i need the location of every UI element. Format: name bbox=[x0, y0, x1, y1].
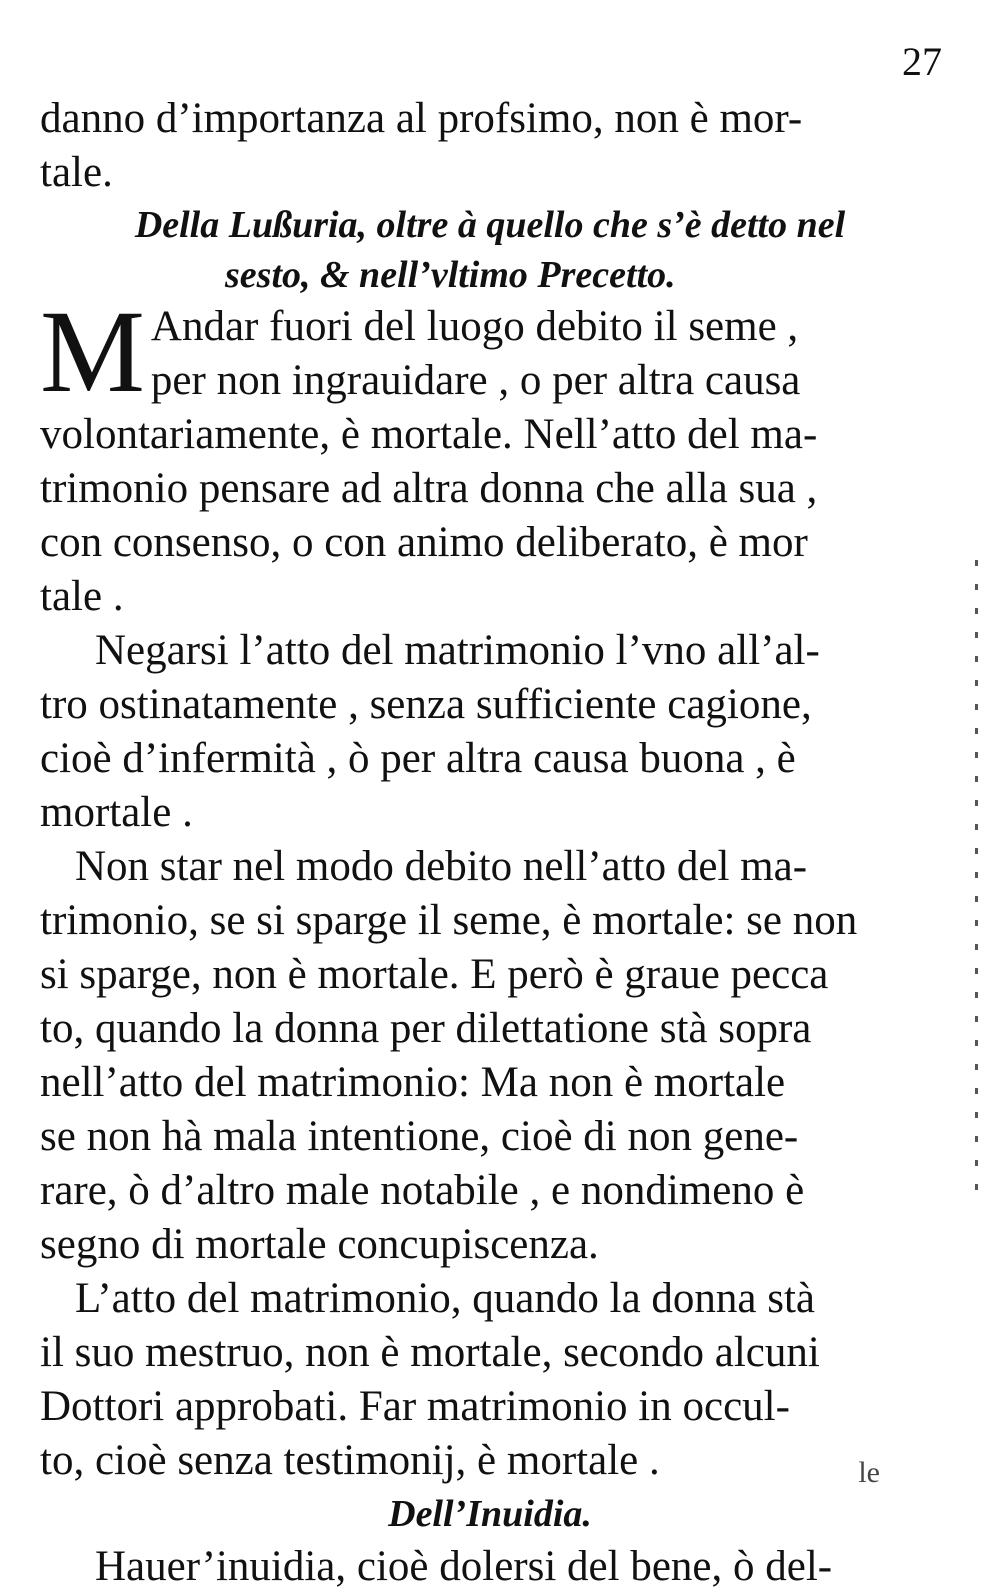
text-line: L’atto del matrimonio, quando la donna stà bbox=[75, 1275, 816, 1322]
text-line: Hauer’inuidia, cioè dolersi del bene, ò del- bbox=[95, 1543, 833, 1590]
text-line: volontariamente, è mortale. Nell’atto del ma- bbox=[40, 411, 818, 458]
section-heading-lussuria: Della Lußuria, oltre à quello che s’è detto nel bbox=[134, 204, 846, 246]
text-line: to, cioè senza testimonij, è mortale . bbox=[40, 1437, 660, 1484]
paragraph-non-star bbox=[40, 840, 940, 1272]
text-line: il suo mestruo, non è mortale, secondo alcuni bbox=[40, 1329, 820, 1376]
drop-cap-initial: M bbox=[40, 286, 145, 417]
text-line: Negarsi l’atto del matrimonio l’vno all’al- bbox=[95, 627, 820, 674]
margin-dotted-rule bbox=[975, 560, 978, 1200]
text-line: tale. bbox=[40, 149, 113, 196]
text-line: Non star nel modo debito nell’atto del ma- bbox=[75, 843, 808, 890]
text-line: Andar fuori del luogo debito il seme , bbox=[150, 303, 799, 350]
text-line: danno d’importanza al profsimo, non è mor- bbox=[40, 95, 803, 142]
text-line: tale . bbox=[40, 573, 124, 620]
text-line: to, quando la donna per dilettatione stà sopra bbox=[40, 1005, 812, 1052]
text-line: trimonio, se si sparge il seme, è mortale: se non bbox=[40, 897, 858, 944]
section-heading-lussuria-cont: sesto, & nell’vltimo Precetto. bbox=[225, 254, 676, 296]
paragraph-negarsi bbox=[40, 624, 940, 840]
section-heading-inuidia: Dell’Inuidia. bbox=[388, 1493, 592, 1535]
page-number: 27 bbox=[902, 39, 942, 84]
text-line: tro ostinatamente , senza sufficiente cagione, bbox=[40, 681, 812, 728]
text-line: cioè d’infermità , ò per altra causa buona , è bbox=[40, 735, 796, 782]
text-line: trimonio pensare ad altra donna che alla sua , bbox=[40, 465, 818, 512]
text-line: con consenso, o con animo deliberato, è mor bbox=[40, 519, 808, 566]
text-block bbox=[40, 92, 940, 1594]
catchword: le bbox=[858, 1456, 880, 1489]
paragraph-latto bbox=[40, 1272, 940, 1488]
text-line: se non hà mala intentione, cioè di non gene- bbox=[40, 1113, 799, 1160]
paragraph-hauer bbox=[40, 1540, 940, 1594]
text-line: mortale . bbox=[40, 789, 193, 836]
text-line: nell’atto del matrimonio: Ma non è mortale bbox=[40, 1059, 786, 1106]
text-line: rare, ò d’altro male notabile , e nondimeno è bbox=[40, 1167, 805, 1214]
text-line: per non ingrauidare , o per altra causa bbox=[150, 357, 801, 404]
text-line: Dottori approbati. Far matrimonio in occul- bbox=[40, 1383, 790, 1430]
text-line: segno di mortale concupiscenza. bbox=[40, 1221, 599, 1268]
dropcap-paragraph bbox=[40, 286, 940, 624]
text-line: si sparge, non è mortale. E però è graue pecca bbox=[40, 951, 829, 998]
